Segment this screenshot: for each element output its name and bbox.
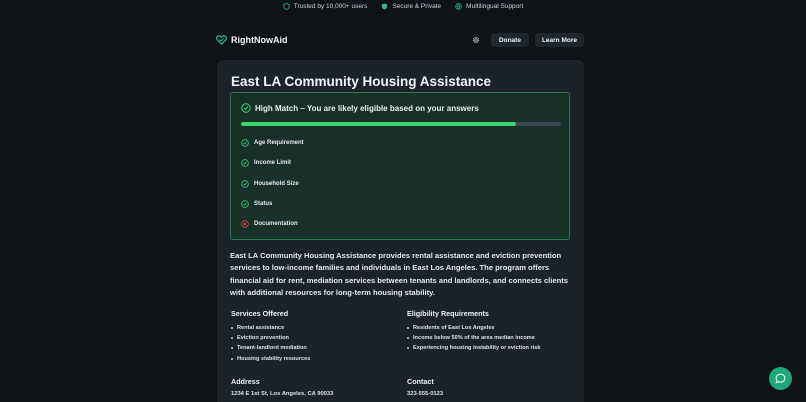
chat-button[interactable]	[769, 367, 792, 390]
list-item	[407, 343, 540, 353]
trust-label: Trusted by 10,000+ users	[293, 2, 368, 10]
page-title: East LA Community Housing Assistance	[231, 74, 492, 89]
list-item	[407, 323, 540, 333]
learn-more-button[interactable]: Learn More	[535, 33, 584, 47]
match-headline	[241, 103, 479, 113]
bullet-icon	[231, 358, 233, 360]
trust-label: Multilingual Support	[466, 2, 524, 10]
criteria-label: Status	[254, 201, 273, 208]
criteria-item	[241, 133, 304, 153]
list-item	[231, 323, 310, 333]
lock-icon	[381, 3, 388, 10]
trust-item	[283, 3, 368, 10]
services-heading: Services Offered	[231, 309, 289, 318]
trust-item	[455, 3, 523, 10]
list-item	[231, 354, 310, 364]
logo[interactable]	[216, 35, 288, 45]
header-actions	[471, 33, 584, 47]
criteria-list	[241, 133, 304, 234]
eligibility-list	[407, 323, 540, 354]
criteria-item	[241, 174, 304, 194]
check-circle-icon	[241, 180, 249, 188]
list-item-text: Experiencing housing instability or eviction risk	[413, 345, 541, 352]
list-item-text: Eviction prevention	[237, 335, 289, 342]
criteria-label: Documentation	[254, 221, 298, 228]
gear-icon	[472, 36, 480, 44]
donate-button[interactable]: Donate	[491, 33, 529, 47]
criteria-label: Household Size	[254, 180, 299, 187]
shield-icon	[283, 3, 290, 10]
globe-icon	[455, 3, 462, 10]
criteria-label: Income Limit	[254, 160, 292, 167]
program-description: East LA Community Housing Assistance provides rental assistance and eviction prevention services to low-income families and individuals in East Los Angeles. The program offers financial aid for rent, mediation services between tenants and landlords, and connects clients with additional resources for long-term housing stability.	[230, 251, 569, 298]
check-circle-icon	[241, 139, 249, 147]
settings-button[interactable]	[471, 35, 481, 45]
eligibility-match-box	[230, 92, 570, 240]
address-value: 1234 E 1st St, Los Angeles, CA 90033	[231, 391, 334, 397]
bullet-icon	[407, 347, 409, 349]
services-list	[231, 323, 310, 364]
criteria-item	[241, 153, 304, 173]
list-item	[231, 333, 310, 343]
contact-value[interactable]: 323-555-0123	[407, 391, 444, 397]
trust-label: Secure & Private	[392, 2, 442, 10]
bullet-icon	[231, 347, 233, 349]
list-item	[231, 343, 310, 353]
logo-text: RightNowAid	[231, 35, 288, 45]
list-item-text: Housing stability resources	[237, 355, 311, 362]
list-item-text: Income below 50% of the area median income	[413, 335, 535, 342]
chat-bubble-icon	[775, 373, 786, 384]
match-progress-fill	[241, 122, 516, 126]
heart-icon	[216, 35, 227, 45]
check-circle-icon	[241, 200, 249, 208]
address-heading: Address	[231, 377, 260, 386]
bullet-icon	[407, 327, 409, 329]
x-circle-icon	[241, 220, 249, 228]
check-circle-icon	[241, 103, 251, 113]
trust-bar	[0, 0, 806, 12]
list-item-text: Rental assistance	[237, 325, 285, 331]
eligibility-heading: Eligibility Requirements	[407, 309, 489, 318]
site-header	[216, 28, 584, 52]
contact-heading: Contact	[407, 377, 434, 386]
list-item	[407, 333, 540, 343]
match-progress-bar	[241, 122, 561, 126]
trust-item	[381, 3, 441, 10]
bullet-icon	[231, 327, 233, 329]
criteria-item	[241, 214, 304, 234]
criteria-label: Age Requirement	[254, 140, 304, 147]
list-item-text: Residents of East Los Angeles	[413, 325, 495, 331]
list-item-text: Tenant-landlord mediation	[237, 345, 307, 352]
criteria-item	[241, 194, 304, 214]
bullet-icon	[407, 337, 409, 339]
check-circle-icon	[241, 159, 249, 167]
match-headline-text: High Match – You are likely eligible based on your answers	[255, 103, 479, 113]
bullet-icon	[231, 337, 233, 339]
program-card	[217, 60, 584, 402]
